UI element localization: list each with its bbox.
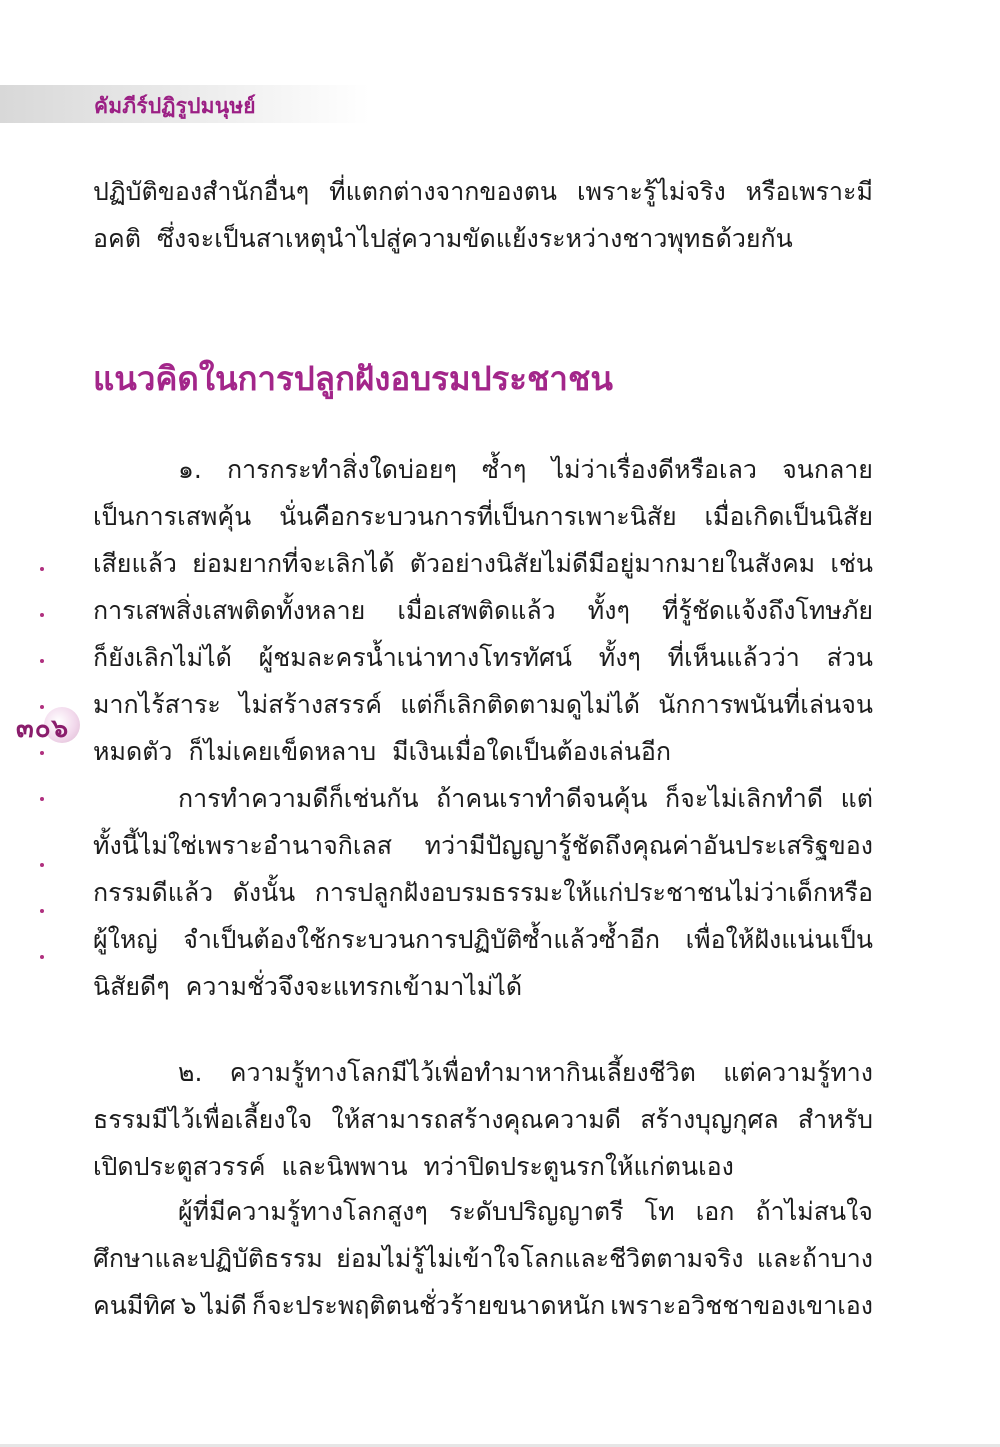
word-group: การปลูกฝังอบรมธรรมะให้แก่ประชาชนไม่ว่าเด็กหรือ (314, 878, 873, 907)
word-group: สร้างบุญกุศล (640, 1105, 779, 1134)
text-line (93, 869, 873, 916)
word-group: อคติ (93, 224, 141, 253)
word-group: และนิพพาน (281, 1152, 408, 1181)
word-group: ๒. (178, 1058, 203, 1087)
word-group: ความชั่วจึงจะแทรกเข้ามาไม่ได้ (185, 972, 523, 1001)
paragraph-1 (93, 446, 873, 775)
word-group: มีเงินเมื่อใดเป็นต้องเล่นอีก (392, 737, 672, 766)
word-group: ที่รู้ชัดแจ้งถึงโทษภัย (662, 596, 873, 625)
paragraph-4 (93, 1188, 873, 1329)
word-group: เมื่อเกิดเป็นนิสัย (704, 502, 873, 531)
word-group: ก็จะประพฤติตนชั่วร้ายขนาดหนัก (251, 1291, 606, 1320)
word-group: ธรรมมีไว้เพื่อเลี้ยงใจ (93, 1105, 313, 1134)
margin-dot (40, 909, 44, 913)
margin-dot (40, 751, 44, 755)
word-group: ดังนั้น (232, 878, 296, 907)
word-group: เปิดประตูสวรรค์ (93, 1152, 266, 1181)
word-group: การเสพสิ่งเสพติดทั้งหลาย (93, 596, 366, 625)
text-line (93, 1049, 873, 1096)
word-group: กรรมดีแล้ว (93, 878, 214, 907)
intro-paragraph (93, 168, 873, 262)
word-group: หรือเพราะมี (745, 177, 873, 206)
text-line (93, 728, 873, 775)
word-group: ก็ไม่เคยเข็ดหลาบ (188, 737, 377, 766)
word-group: จนกลาย (782, 455, 873, 484)
word-group: ผู้ที่มีความรู้ทางโลกสูงๆ (178, 1197, 428, 1226)
text-line (93, 215, 873, 262)
margin-dot (40, 567, 44, 571)
text-line (93, 1096, 873, 1143)
word-group: ตัวอย่างนิสัยไม่ดีมีอยู่มากมายในสังคม (409, 549, 816, 578)
word-group: สำหรับ (797, 1105, 873, 1134)
text-line (93, 775, 873, 822)
word-group: เสียแล้ว (93, 549, 177, 578)
word-group: ผู้ใหญ่ (93, 925, 158, 954)
text-line (93, 963, 873, 1010)
running-header-title: คัมภีร์ปฏิรูปมนุษย์ (94, 94, 256, 118)
text-line (93, 634, 873, 681)
text-line (93, 493, 873, 540)
margin-dot-decoration (40, 555, 50, 955)
word-group: เป็นการเสพคุ้น (93, 502, 252, 531)
word-group: การทำความดีก็เช่นกัน (178, 784, 419, 813)
word-group: มากไร้สาระ (93, 690, 221, 719)
word-group: ๑. (178, 455, 202, 484)
word-group: และถ้าบาง (756, 1244, 873, 1273)
text-line (93, 1282, 873, 1329)
text-line (93, 1143, 873, 1190)
word-group: การกระทำสิ่งใดบ่อยๆ (226, 455, 457, 484)
margin-dot (40, 955, 44, 959)
margin-dot (40, 797, 44, 801)
text-line (93, 1235, 873, 1282)
page-number: ๓๐๖ (16, 714, 70, 744)
word-group: ๖ (180, 1291, 197, 1320)
word-group: ที่แตกต่างจากของตน (329, 177, 558, 206)
text-line (93, 1188, 873, 1235)
word-group: ส่วน (826, 643, 873, 672)
section-heading: แนวคิดในการปลูกฝังอบรมประชาชน (93, 359, 613, 398)
word-group: ปฏิบัติของสำนักอื่นๆ (93, 177, 310, 206)
word-group: แต่ (840, 784, 873, 813)
word-group: นักการพนันที่เล่นจน (658, 690, 873, 719)
word-group: ถ้าไม่สนใจ (755, 1197, 873, 1226)
text-line (93, 822, 873, 869)
word-group: เพื่อให้ฝังแน่นเป็น (685, 925, 873, 954)
margin-dot (40, 613, 44, 617)
word-group: ไม่ดี (201, 1291, 247, 1320)
word-group: จำเป็นต้องใช้กระบวนการปฏิบัติซ้ำแล้วซ้ำอีก (183, 925, 661, 954)
word-group: เพราะอวิชชาของเขาเอง (610, 1291, 873, 1320)
word-group: คนมีทิศ (93, 1291, 176, 1320)
word-group: ศึกษาและปฏิบัติธรรม (93, 1244, 323, 1273)
word-group: ผู้ชมละครน้ำเน่าทางโทรทัศน์ (258, 643, 572, 672)
word-group: ย่อมไม่รู้ไม่เข้าใจโลกและชีวิตตามจริง (336, 1244, 744, 1273)
text-line (93, 916, 873, 963)
word-group: ที่เห็นแล้วว่า (667, 643, 800, 672)
word-group: เอก (695, 1197, 735, 1226)
word-group: ทั้งๆ (587, 596, 630, 625)
word-group: นั่นคือกระบวนการที่เป็นการเพาะนิสัย (279, 502, 677, 531)
word-group: ซึ่งจะเป็นสาเหตุนำไปสู่ความขัดแย้งระหว่างชาวพุทธด้วยกัน (156, 224, 793, 253)
word-group: ก็จะไม่เลิกทำดี (665, 784, 824, 813)
text-line (93, 681, 873, 728)
word-group: ก็ยังเลิกไม่ได้ (93, 643, 232, 672)
paragraph-2 (93, 775, 873, 1010)
word-group: ไม่สร้างสรรค์ (239, 690, 382, 719)
paragraph-3 (93, 1049, 873, 1190)
word-group: ถ้าคนเราทำดีจนคุ้น (436, 784, 648, 813)
word-group: ให้สามารถสร้างคุณความดี (331, 1105, 621, 1134)
word-group: เมื่อเสพติดแล้ว (397, 596, 556, 625)
word-group: ทว่าปิดประตูนรกให้แก่ตนเอง (423, 1152, 734, 1181)
word-group: ย่อมยากที่จะเลิกได้ (192, 549, 395, 578)
word-group: แต่ก็เลิกติดตามดูไม่ได้ (400, 690, 641, 719)
word-group: ทั้งๆ (598, 643, 641, 672)
word-group: โท (644, 1197, 675, 1226)
word-group: ทว่ามีปัญญารู้ชัดถึงคุณค่าอันประเสริฐของ (424, 831, 873, 860)
word-group: ระดับปริญญาตรี (448, 1197, 624, 1226)
text-line (93, 587, 873, 634)
margin-dot (40, 863, 44, 867)
word-group: แต่ความรู้ทาง (723, 1058, 873, 1087)
word-group: ความรู้ทางโลกมีไว้เพื่อทำมาหากินเลี้ยงชีวิต (229, 1058, 696, 1087)
word-group: นิสัยดีๆ (93, 972, 170, 1001)
text-line (93, 168, 873, 215)
word-group: เพราะรู้ไม่จริง (576, 177, 726, 206)
word-group: หมดตัว (93, 737, 173, 766)
text-line (93, 446, 873, 493)
word-group: ไม่ว่าเรื่องดีหรือเลว (551, 455, 757, 484)
margin-dot (40, 659, 44, 663)
text-line (93, 540, 873, 587)
word-group: เช่น (830, 549, 873, 578)
word-group: ทั้งนี้ไม่ใช่เพราะอำนาจกิเลส (93, 831, 393, 860)
word-group: ซ้ำๆ (482, 455, 527, 484)
